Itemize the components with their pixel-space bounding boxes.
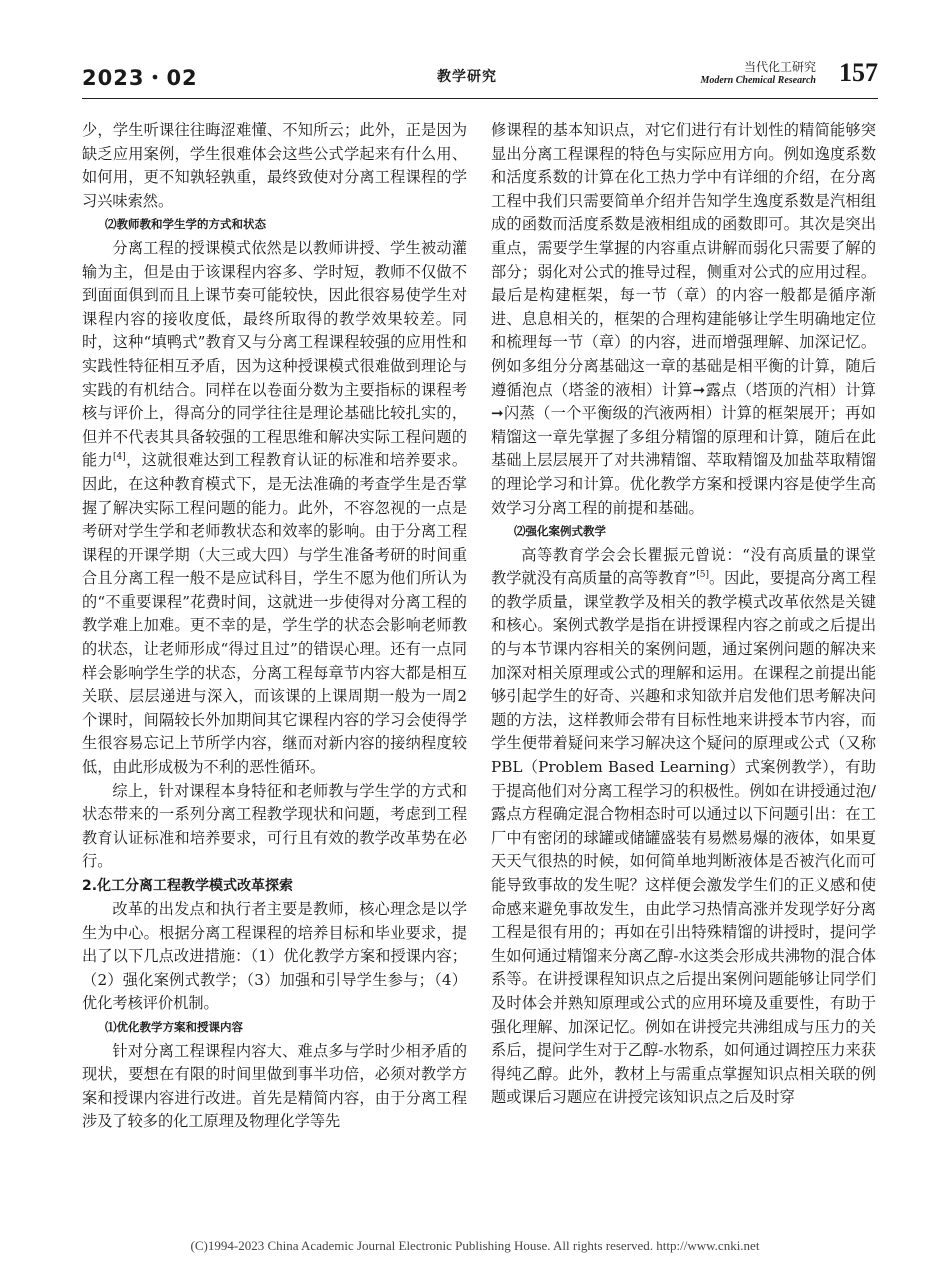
journal-name-cn: 当代化工研究 — [743, 60, 816, 74]
subsection-heading: ⑵强化案例式教学 — [514, 524, 606, 539]
section-heading: 2.化工分离工程教学模式改革探索 — [82, 878, 294, 894]
page-number: 157 — [839, 58, 878, 87]
paragraph-text: 高等教育学会会长瞿振元曾说：“没有高质量的课堂教学就没有高质量的高等教育” — [491, 545, 876, 588]
paragraph-text: ，这就很难达到工程教育认证的标准和培养要求。因此，在这种教育模式下，是无法准确的考查学生是否掌握了解决实际工程问题的能力。此外，不容忽视的一点是考研对学生学和老师教状态和效率的影响。由于分离工程课程的开课学期（大三或大四）与学生准备考研的时间重合且分离工程一般不是应试科目，学生不愿为他们所认为的“不重要课程”花费时间，这就进一步使得对分离工程的教学难上加难。更不幸的是，学生学的状态会影响老师教的状态，让老师形成“得过且过”的错误心理。还有一点同样会影响学生学的状态，分离工程每章节内容大都是相互关联、层层递进与深入，而该课的上课周期一般为一周2个课时，间隔较长外加期间其它课程内容的学习会使得学生很容易忘记上节所学内容，继而对新内容的接纳程度较低，由此形成极为不利的恶性循环。 — [82, 451, 468, 777]
journal-name-en: Modern Chemical Research — [700, 75, 816, 86]
subsection-heading: ⑵教师教和学生学的方式和状态 — [105, 217, 266, 232]
subsection-heading: ⑴优化教学方案和授课内容 — [105, 1019, 243, 1034]
issue-number: 2023・02 — [82, 66, 198, 90]
section-title: 教学研究 — [437, 69, 497, 85]
paragraph-text: 分离工程的授课模式依然是以教师讲授、学生被动灌输为主，但是由于该课程内容多、学时短，教师不仅做不到面面俱到而且上课节奏可能较快，因此很容易使学生对课程内容的接收度低，最终所取得的教学效果较差。同时，这种“填鸭式”教育又与分离工程课程较强的应用性和实践性特征相互矛盾，因为这种授课模式很难做到理论与实践的有机结合。同样在以卷面分数为主要指标的课程考核与评价上，得高分的同学往往是理论基础比较扎实的，但并不代表其具备较强的工程思维和解决实际工程问题的能力 — [82, 238, 467, 470]
paragraph — [82, 237, 467, 780]
header-rule — [82, 98, 878, 99]
paragraph: 修课程的基本知识点，对它们进行有计划性的精简能够突显出分离工程课程的特色与实际应用方向。例如逸度系数和活度系数的计算在化工热力学中有详细的介绍，在分离工程中我们只需要简单介绍并告知学生逸度系数是汽相组成的函数而活度系数是液相组成的函数即可。其次是突出重点，需要学生掌握的内容重点讲解而弱化只需要了解的部分；弱化对公式的推导过程，侧重对公式的应用过程。最后是构建框架，每一节（章）的内容一般都是循序渐进、息息相关的，框架的合理构建能够让学生明确地定位和梳理每一节（章）的内容，进而增强理解、加深记忆。例如多组分分离基础这一章的基础是相平衡的计算，随后遵循泡点（塔釜的液相）计算➞露点（塔顶的汽相）计算➞闪蒸（一个平衡级的汽液两相）计算的框架展开；再如精馏这一章先掌握了多组分精馏的原理和计算，随后在此基础上层层展开了对共沸精馏、萃取精馏及加盐萃取精馏的理论学习和计算。优化教学方案和授课内容是使学生高效学习分离工程的前提和基础。 — [491, 121, 876, 517]
paragraph: 针对分离工程课程内容大、难点多与学时少相矛盾的现状，要想在有限的时间里做到事半功倍，必须对教学方案和授课内容进行改进。首先是精简内容，由于分离工程涉及了较多的化工原理及物理化学等先 — [82, 1041, 467, 1131]
right-column — [491, 119, 876, 1110]
page-header — [82, 58, 878, 98]
paragraph: 少，学生听课往往晦涩难懂、不知所云；此外，正是因为缺乏应用案例，学生很难体会这些公式学起来有什么用、如何用，更不知孰轻孰重，最终致使对分离工程课程的学习兴味索然。 — [82, 121, 467, 210]
copyright-footer: (C)1994-2023 China Academic Journal Electronic Publishing House. All rights reserved. http://www.cnki.net — [190, 1238, 760, 1253]
citation: [4] — [113, 452, 126, 463]
journal-name — [700, 58, 816, 86]
left-column — [82, 119, 467, 1134]
paragraph-text: 。因此，要提高分离工程的教学质量，课堂教学及相关的教学模式改革依然是关键和核心。案例式教学是指在讲授课程内容之前或之后提出的与本节课内容相关的案例问题，通过案例问题的解决来加深对相关原理或公式的理解和运用。在课程之前提出能够引起学生的好奇、兴趣和求知欲并启发他们思考解决问题的方法，这样教师会带有目标性地来讲授本节内容，而学生便带着疑问来学习解决这个疑问的原理或公式（又称PBL（Problem Based Learning）式案例教学），有助于提高他们对分离工程学习的积极性。例如在讲授通过泡/露点方程确定混合物相态时可以通过以下问题引出：在工厂中有密闭的球罐或储罐盛装有易燃易爆的液体，如果夏天天气很热的时候，如何简单地判断液体是否被汽化而可能导致事故的发生呢？这样便会激发学生们的正义感和使命感来避免事故发生，由此学习热情高涨并发现学好分离工程是很有用的；再如在引出特殊精馏的讲授时，提问学生如何通过精馏来分离乙醇-水这类会形成共沸物的混合体系等。在讲授课程知识点之后提出案例问题能够让同学们及时体会并熟知原理或公式的应用环境及重要性，有助于强化理解、加深记忆。例如在讲授完共沸组成与压力的关系后，提问学生对于乙醇-水物系，如何通过调控压力来获得纯乙醇。此外，教材上与需重点掌握知识点相关联的例题或课后习题应在讲授完该知识点之后及时穿 — [491, 569, 877, 1107]
citation: [5] — [696, 570, 709, 581]
paragraph: 改革的出发点和执行者主要是教师，核心理念是以学生为中心。根据分离工程课程的培养目标和毕业要求，提出了以下几点改进措施：（1）优化教学方案和授课内容；（2）强化案例式教学；（3）加强和引导学生参与；（4）优化考核评价机制。 — [82, 900, 467, 1013]
paragraph: 综上，针对课程本身特征和老师教与学生学的方式和状态带来的一系列分离工程教学现状和问题，考虑到工程教育认证标准和培养要求，可行且有效的教学改革势在必行。 — [82, 781, 467, 871]
paragraph — [491, 544, 876, 1110]
